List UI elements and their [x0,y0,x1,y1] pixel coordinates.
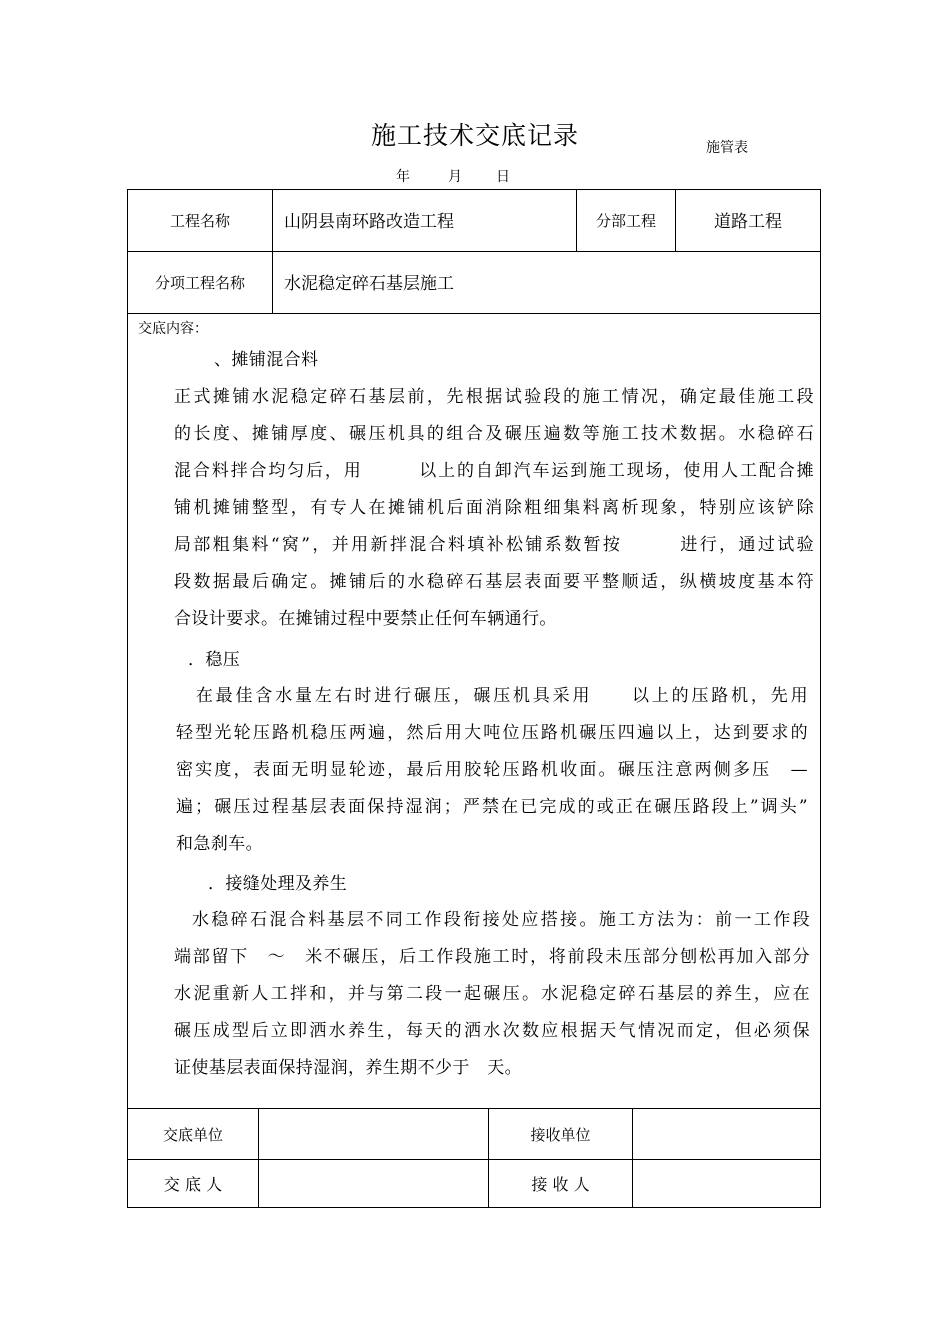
date-year: 年 [396,169,410,185]
division-value: 道路工程 [714,211,782,232]
paragraph-line: 密实度，表面无明显轮迹，最后用胶轮压路机收面。碾压注意两侧多压 — [176,760,808,780]
paragraph-line: 证使基层表面保持湿润，养生期不少于 天。 [174,1058,522,1078]
item-name-value: 水泥稳定碎石基层施工 [284,273,454,294]
paragraph-line: 轻型光轮压路机稳压两遍，然后用大吨位压路机碾压四遍以上，达到要求的 [176,723,808,743]
date-month: 月 [448,169,462,185]
paragraph-line: 碾压成型后立即洒水养生，每天的洒水次数应根据天气情况而定，但必须保 [174,1021,810,1041]
paragraph-line: 遍；碾压过程基层表面保持湿润；严禁在已完成的或正在碾压路段上”调头” [176,797,808,817]
section3-heading: ．接缝处理及养生 [208,874,348,894]
section2-heading: ．稳压 [188,650,241,670]
receiver-label: 接 收 人 [531,1175,590,1194]
issuing-unit-field[interactable] [259,1109,488,1159]
issuer-field[interactable] [259,1160,488,1207]
project-name-value: 山阴县南环路改造工程 [284,211,454,232]
division-label: 分部工程 [595,212,656,230]
date-line [396,166,510,186]
item-name-label: 分项工程名称 [154,274,245,292]
paragraph-line: 水泥重新人工拌和，并与第二段一起碾压。水泥稳定碎石基层的养生，应在 [174,984,810,1004]
receiver-field[interactable] [633,1160,820,1207]
paragraph-line: 合设计要求。在摊铺过程中要禁止任何车辆通行。 [174,609,557,629]
date-day: 日 [496,169,510,185]
receiving-unit-field[interactable] [633,1109,820,1159]
paragraph-line: 铺机摊铺整型，有专人在摊铺机后面消除粗细集料离析现象，特别应该铲除 [174,498,814,518]
project-name-label: 工程名称 [169,212,230,230]
form-code: 施管表 [706,140,748,156]
paragraph-line: 段数据最后确定。摊铺后的水稳碎石基层表面要平整顺适，纵横坡度基本符 [174,572,814,592]
paragraph-line: 正式摊铺水泥稳定碎石基层前，先根据试验段的施工情况，确定最佳施工段 [174,387,814,407]
paragraph-line: 在最佳含水量左右时进行碾压，碾压机具采用 以上的压路机，先用 [176,686,808,706]
paragraph-line: 的长度、摊铺厚度、碾压机具的组合及碾压遍数等施工技术数据。水稳碎石 [174,424,814,444]
issuing-unit-label: 交底单位 [162,1125,223,1144]
paragraph-line: 局部粗集料“窝”，并用新拌混合料填补松铺系数暂按 进行，通过试验 [174,535,814,555]
content-label: 交底内容： [138,321,208,337]
paragraph-line: 端部留下 ～ 米不碾压，后工作段施工时，将前段未压部分刨松再加入部分 [174,947,810,967]
receiving-unit-label: 接收单位 [530,1125,591,1144]
paragraph-line: 水稳碎石混合料基层不同工作段衔接处应搭接。施工方法为：前一工作段 [192,910,810,930]
issuer-label: 交 底 人 [163,1175,223,1194]
paragraph-line: 和急刹车。 [176,834,263,854]
paragraph-line: 混合料拌合均匀后，用 以上的自卸汽车运到施工现场，使用人工配合摊 [174,461,814,481]
document-title: 施工技术交底记录 [370,121,579,150]
section1-heading: 、摊铺混合料 [214,350,319,370]
